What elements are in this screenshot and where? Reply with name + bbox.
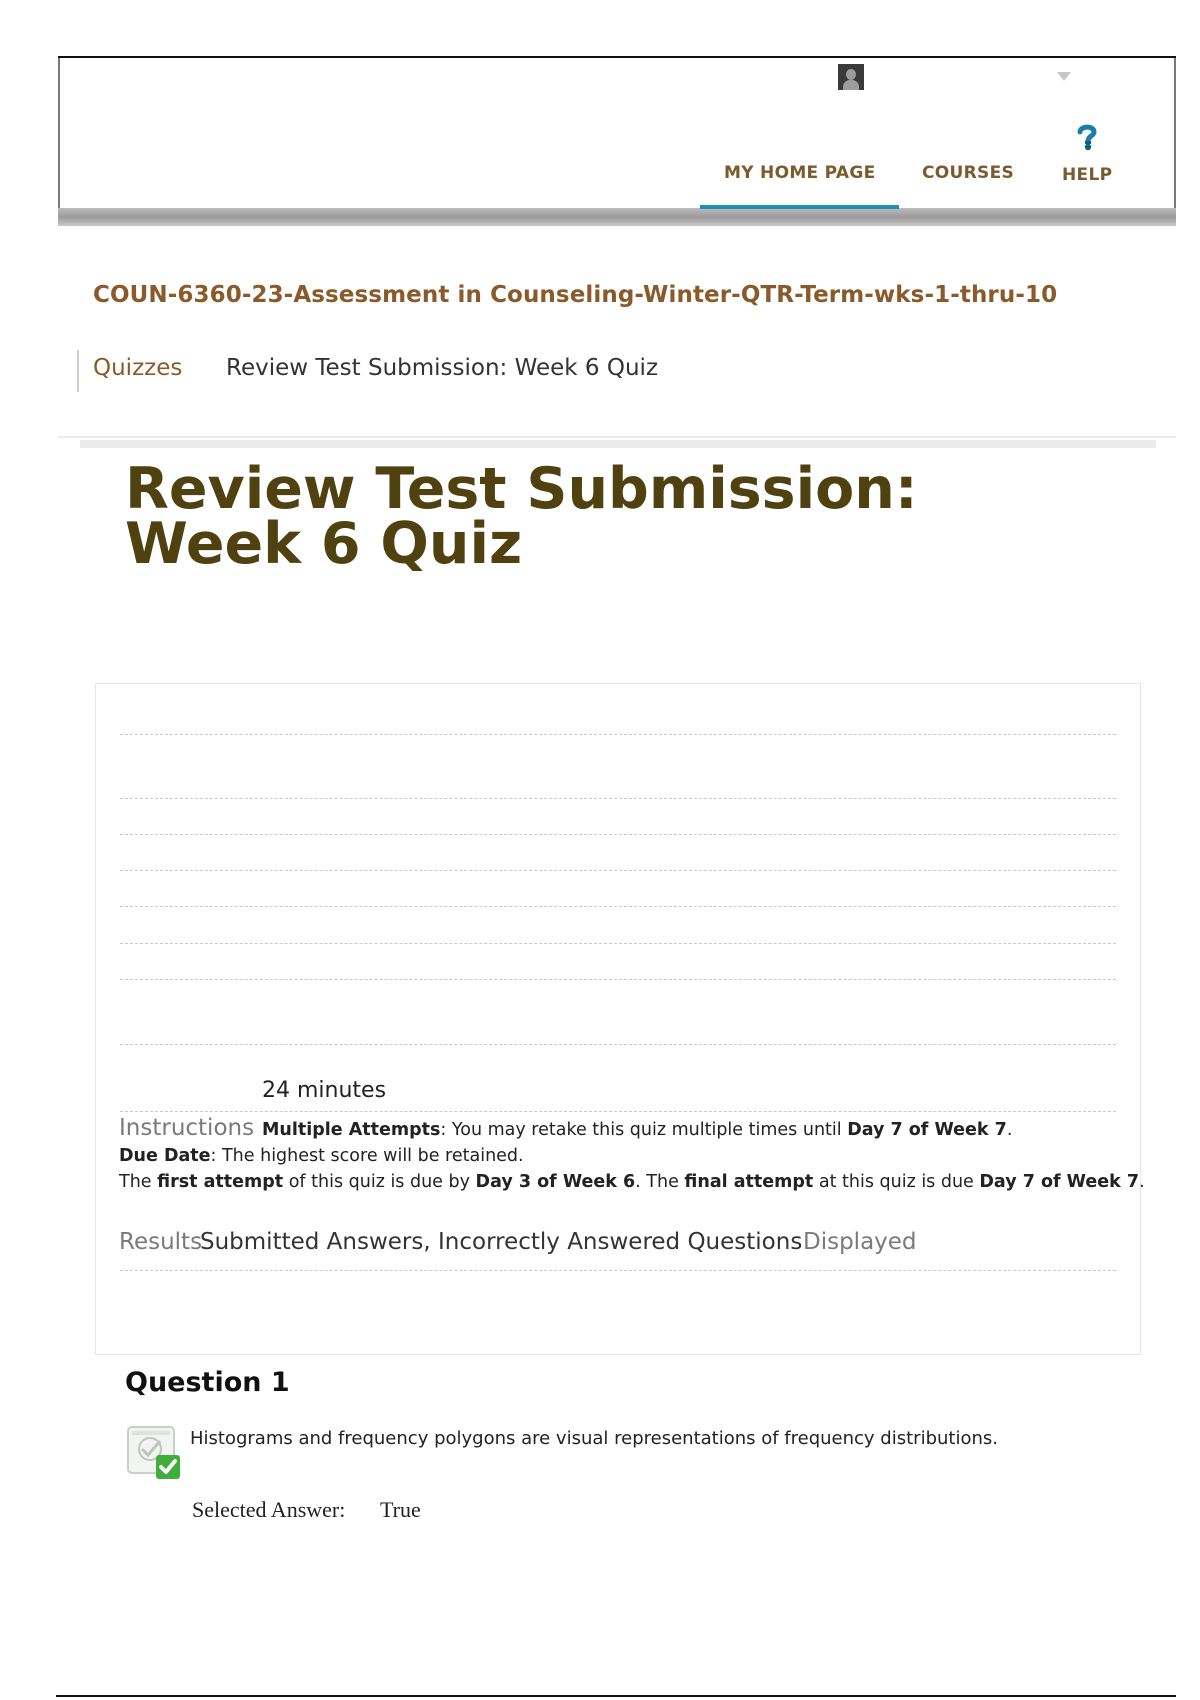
page-bottom-border: [56, 1695, 1176, 1697]
section-divider: [58, 436, 1176, 438]
user-avatar-icon[interactable]: [838, 64, 864, 90]
details-row-divider: [120, 1270, 1116, 1271]
nav-help[interactable]: HELP: [1062, 165, 1113, 185]
instructions-label: Instructions: [119, 1115, 255, 1141]
selected-answer-value: True: [380, 1497, 421, 1522]
nav-active-indicator: [700, 205, 899, 209]
nav-my-home-page[interactable]: MY HOME PAGE: [724, 163, 876, 183]
details-row-divider: [120, 870, 1116, 871]
question-text: Histograms and frequency polygons are visual representations of frequency distributions.: [190, 1428, 998, 1449]
time-elapsed-value: 24 minutes: [262, 1078, 387, 1103]
instructions-line-1: Multiple Attempts: You may retake this quiz multiple times until Day 7 of Week 7.: [262, 1120, 1013, 1140]
correct-answer-icon: [126, 1425, 182, 1481]
results-value: Submitted Answers, Incorrectly Answered Questions: [200, 1229, 803, 1255]
details-row-divider: [120, 906, 1116, 907]
global-header: [58, 58, 1176, 208]
details-row-divider: [120, 979, 1116, 980]
page-title: Review Test Submission: Week 6 Quiz: [125, 456, 918, 577]
details-row-divider: [120, 1044, 1116, 1045]
details-row-divider: [120, 734, 1116, 735]
results-label: Results: [119, 1229, 203, 1255]
details-row-divider: [120, 834, 1116, 835]
details-row-divider: [120, 1111, 1116, 1112]
instructions-line-2: Due Date: The highest score will be retained.: [119, 1146, 524, 1166]
results-displayed-text: Displayed: [803, 1229, 917, 1255]
help-icon[interactable]: [1074, 123, 1100, 153]
breadcrumb-current: Review Test Submission: Week 6 Quiz: [226, 355, 659, 381]
instructions-line-3: The first attempt of this quiz is due by Day 3 of Week 6. The final attempt at this quiz is due Day 7 of Week 7.: [119, 1172, 1145, 1192]
section-divider-shade: [80, 440, 1156, 448]
header-bottom-bar: [58, 208, 1176, 226]
nav-courses[interactable]: COURSES: [922, 163, 1015, 183]
details-row-divider: [120, 943, 1116, 944]
selected-answer-label: Selected Answer:: [192, 1497, 346, 1522]
breadcrumb-divider: [77, 350, 79, 392]
course-title-link[interactable]: COUN-6360-23-Assessment in Counseling-Winter-QTR-Term-wks-1-thru-10: [93, 282, 1058, 308]
dropdown-caret-icon[interactable]: [1057, 72, 1071, 81]
question-title: Question 1: [125, 1367, 290, 1398]
breadcrumb-quizzes[interactable]: Quizzes: [93, 355, 183, 381]
details-row-divider: [120, 798, 1116, 799]
